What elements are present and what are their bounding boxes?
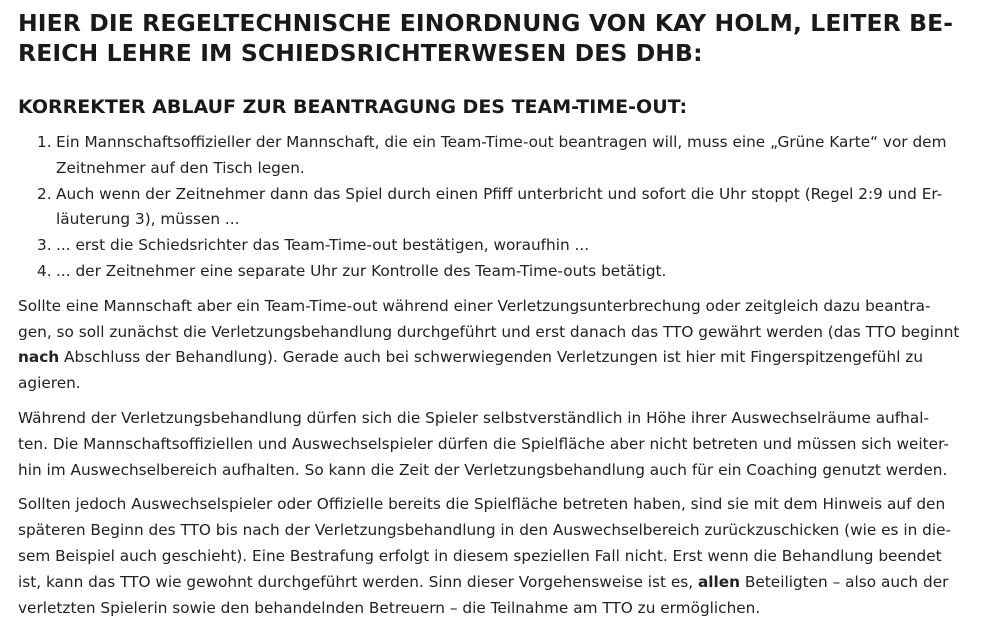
paragraph-line: Sollte eine Mannschaft aber ein Team-Time-out während einer Verletzungsunterbrechung oder zeitgleich dazu beantra- <box>18 296 931 315</box>
list-item-text: Auch wenn der Zeitnehmer dann das Spiel durch einen Pfiff unterbricht und sofort die Uhr stoppt (Regel 2:9 und Er- <box>56 184 943 203</box>
heading-line: REICH LEHRE IM SCHIEDSRICHTERWESEN DES DHB: <box>18 39 703 67</box>
procedure-list <box>18 130 978 285</box>
list-item-number: 3. <box>37 236 52 255</box>
paragraph-line: Sollten jedoch Auswechselspieler oder Offizielle bereits die Spielfläche betreten haben, sind sie mit dem Hinweis auf den <box>18 495 946 514</box>
list-item-text: läuterung 3), müssen ... <box>56 210 240 229</box>
paragraph-line: ten. Die Mannschaftsoffiziellen und Auswechselspieler dürfen die Spielfläche aber nicht betreten und müssen sich weiter- <box>18 434 949 453</box>
list-item <box>18 259 978 285</box>
list-item-number: 4. <box>37 261 52 280</box>
list-item-text: ... erst die Schiedsrichter das Team-Time-out bestätigen, woraufhin ... <box>56 236 590 255</box>
list-item-text: Ein Mannschaftsoffizieller der Mannschaft, die ein Team-Time-out beantragen will, muss eine „Grüne Karte“ vor dem <box>56 133 947 151</box>
list-item <box>18 130 978 182</box>
article-heading <box>18 0 978 68</box>
list-item <box>18 182 978 234</box>
paragraph-line: Während der Verletzungsbehandlung dürfen sich die Spieler selbstverständlich in Höhe ihrer Auswechselräume aufhal- <box>18 408 930 427</box>
paragraph-line: gen, so soll zunächst die Verletzungsbehandlung durchgeführt und erst danach das TTO gewährt werden (das TTO beginnt <box>18 322 960 341</box>
emphasis-text: allen <box>697 572 741 591</box>
paragraph-text: Abschluss der Behandlung). Gerade auch bei schwerwiegenden Verletzungen ist hier mit Fingerspitzengefühl zu <box>59 348 924 367</box>
paragraph-text: ist, kann das TTO wie gewohnt durchgeführt werden. Sinn dieser Vorgehensweise ist es, <box>18 572 698 591</box>
paragraph-line: späteren Beginn des TTO bis nach der Verletzungsbehandlung in den Auswechselbereich zurückzuschicken (wie es in die- <box>18 521 952 540</box>
list-item-text: ... der Zeitnehmer eine separate Uhr zur Kontrolle des Team-Time-outs betätigt. <box>56 261 667 280</box>
paragraph-line: sem Beispiel auch geschieht). Eine Bestrafung erfolgt in diesem speziellen Fall nicht. Erst wenn die Behandlung beendet <box>18 546 942 565</box>
paragraph-injury-timeout <box>18 294 978 397</box>
emphasis-text: nach <box>18 348 60 367</box>
paragraph-treatment <box>18 406 978 483</box>
paragraph-line: agieren. <box>18 374 81 393</box>
paragraph-line: hin im Auswechselbereich aufhalten. So kann die Zeit der Verletzungsbehandlung auch für ein Coaching genutzt werden. <box>18 460 948 479</box>
list-item-number: 1. <box>37 133 52 151</box>
heading-line: HIER DIE REGELTECHNISCHE EINORDNUNG VON KAY HOLM, LEITER BE- <box>18 9 954 37</box>
paragraph-line <box>18 345 978 371</box>
list-item-text: Zeitnehmer auf den Tisch legen. <box>56 158 305 177</box>
section-subheading: KORREKTER ABLAUF ZUR BEANTRAGUNG DES TEAM-TIME-OUT: <box>18 96 688 118</box>
paragraph-line: verletzten Spielerin sowie den behandelnden Betreuern – die Teilnahme am TTO zu ermöglichen. <box>18 598 761 617</box>
paragraph-substitutes <box>18 492 978 621</box>
list-item-number: 2. <box>37 184 52 203</box>
article-body <box>18 0 978 621</box>
paragraph-line <box>18 570 978 596</box>
list-item <box>18 233 978 259</box>
paragraph-text: Beteiligten – also auch der <box>740 572 949 591</box>
